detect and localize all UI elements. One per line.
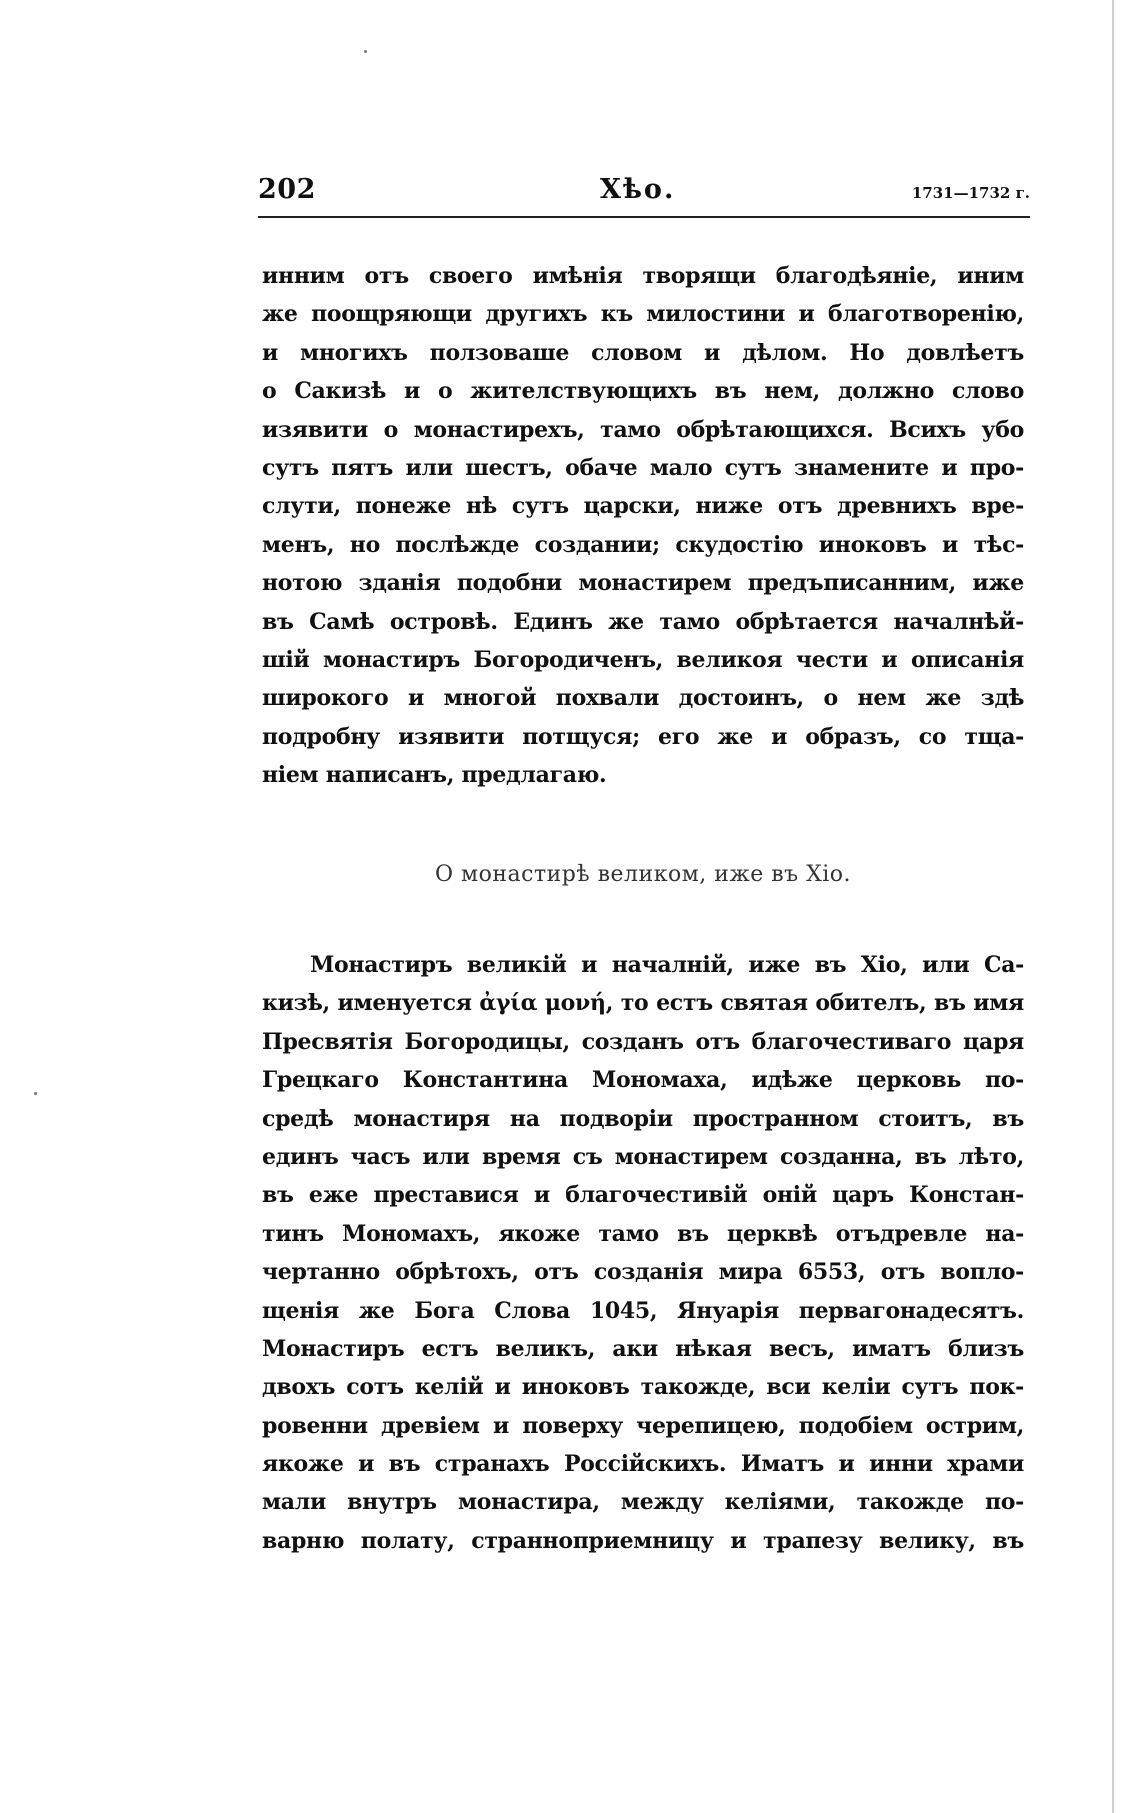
text-line: въ Самѣ островѣ. Единъ же тамо обрѣтается началнѣй-: [262, 608, 1024, 635]
text-line: кизѣ, именуется ἀγία μονή, то естъ святая обителъ, въ имя: [262, 990, 1024, 1017]
scan-speck: [364, 50, 367, 53]
paragraph-1: [262, 257, 1024, 794]
text-line: менъ, но послѣжде создании; скудостію иноковъ и тѣс-: [262, 531, 1024, 558]
page-edge-shadow: [1112, 0, 1114, 1813]
text-line: сутъ пятъ или шестъ, обаче мало сутъ знамените и про-: [262, 454, 1024, 481]
paragraph-2: [262, 946, 1024, 1560]
text-line: инним отъ своего имѣнія творящи благодѣяніе, иним: [262, 263, 1024, 289]
text-line: и многихъ ползоваше словом и дѣлом. Но довлѣетъ: [262, 339, 1024, 366]
text-line: слути, понеже нѣ сутъ царски, ниже отъ древнихъ вре-: [262, 493, 1024, 520]
text-line: изявити о монастирехъ, тамо обрѣтающихся. Всихъ убо: [262, 416, 1024, 443]
text-line: якоже и въ странахъ Россійскихъ. Иматъ и инни храми: [262, 1451, 1024, 1478]
text-line: средѣ монастиря на подворіи пространном стоитъ, въ: [262, 1105, 1024, 1132]
text-line: же поощряющи другихъ къ милостини и благотворенію,: [262, 301, 1024, 328]
page-number: 202: [258, 174, 316, 205]
date-range: 1731—1732 г.: [911, 184, 1030, 202]
text-line: мали внутръ монастира, между келіями, такожде по-: [262, 1489, 1024, 1516]
page-header: [258, 174, 1030, 220]
text-line: щенія же Бога Слова 1045, Януарія первагонадесятъ.: [262, 1297, 1024, 1324]
text-line: Монастиръ естъ великъ, аки нѣкая весъ, иматъ близъ: [262, 1335, 1024, 1362]
scan-speck: [34, 1092, 37, 1095]
text-line: въ еже преставися и благочестивій оній царъ Констан-: [262, 1182, 1024, 1209]
text-line: Грецкаго Константина Мономаха, идѣже церковь по-: [262, 1067, 1024, 1094]
text-line: ровенни древіем и поверху черепицею, подобіем острим,: [262, 1412, 1024, 1439]
text-line: нотою зданія подобни монастирем предъписанним, иже: [262, 570, 1024, 597]
header-rule: [258, 216, 1030, 218]
text-line: ніем написанъ, предлагаю.: [262, 762, 607, 789]
text-line: Монастиръ великій и началній, иже въ Хіо, или Са-: [310, 952, 1024, 978]
text-line: широкого и многой похвали достоинъ, о нем же здѣ: [262, 685, 1024, 712]
text-line: шій монастиръ Богородиченъ, великоя чести и описанія: [262, 646, 1024, 673]
running-head: Хѣо.: [600, 174, 676, 205]
section-heading: О монастирѣ великом, иже въ Хіо.: [434, 862, 852, 887]
text-line: двохъ сотъ келій и иноковъ такожде, вси келіи сутъ пок-: [262, 1374, 1024, 1401]
text-line: Пресвятія Богородицы, созданъ отъ благочестиваго царя: [262, 1028, 1024, 1055]
text-line: подробну изявити потщуся; его же и образъ, со тща-: [262, 723, 1024, 750]
text-line: варню полату, странноприемницу и трапезу велику, въ: [262, 1527, 1024, 1554]
text-line: тинъ Мономахъ, якоже тамо въ церквѣ отъдревле на-: [262, 1220, 1024, 1247]
text-line: единъ часъ или время съ монастирем созданна, въ лѣто,: [262, 1143, 1024, 1170]
text-line: о Сакизѣ и о жителствующихъ въ нем, должно слово: [262, 378, 1024, 405]
text-line: чертанно обрѣтохъ, отъ созданія мира 6553, отъ вопло-: [262, 1259, 1024, 1286]
